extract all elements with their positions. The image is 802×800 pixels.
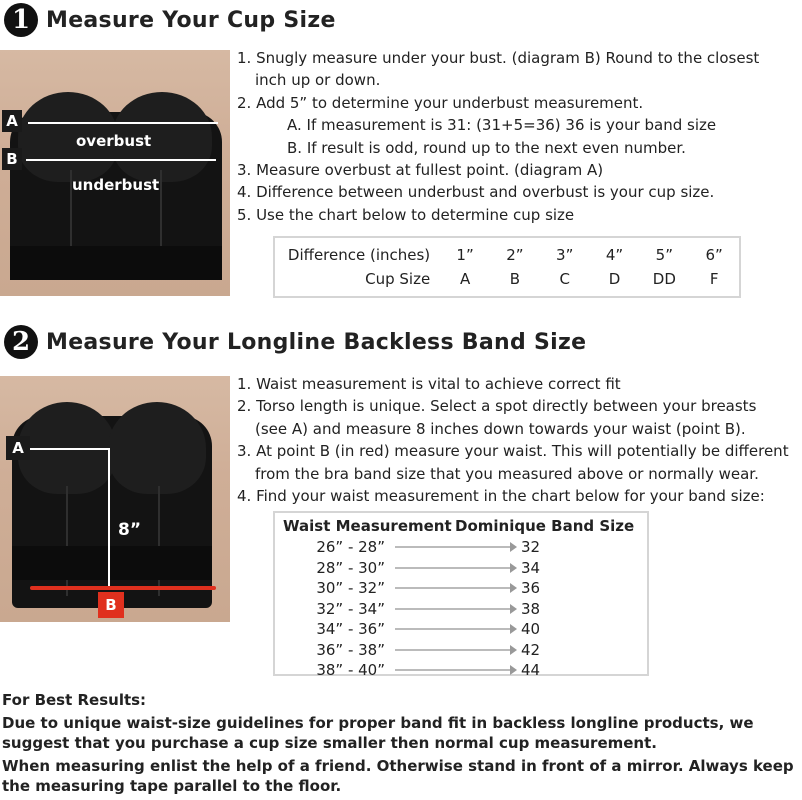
instruction-sub-line: A. If measurement is 31: (31+5=36) 36 is your band size [287, 116, 717, 135]
section2-instructions [237, 373, 789, 507]
difference-cell: 6” [705, 246, 723, 264]
waist-range: 26” - 28” [316, 538, 385, 556]
waist-chart-rows [275, 537, 647, 681]
cup-size-chart [273, 236, 741, 298]
arrow-right-icon [395, 567, 515, 569]
instruction-line: 3. Measure overbust at fullest point. (diagram A) [237, 161, 604, 180]
instruction-line: 4. Difference between underbust and overbust is your cup size. [237, 183, 715, 202]
underbust-label: underbust [72, 176, 160, 194]
marker-b-icon: B [2, 148, 22, 170]
arrow-right-icon [395, 669, 515, 671]
waist-band-chart [273, 511, 649, 679]
best-results-text: suggest that you purchase a cup size smaller then normal cup measurement. [2, 734, 657, 752]
cup-size-cell: C [559, 270, 570, 288]
cup-size-cell: A [459, 270, 471, 288]
arrow-right-icon [395, 587, 515, 589]
waist-column-header: Waist Measurement [283, 517, 452, 535]
best-results-text: Due to unique waist-size guidelines for proper band fit in backless longline products, we [2, 713, 754, 732]
section1-header [4, 3, 336, 37]
difference-cell: 4” [605, 246, 624, 264]
waist-chart-row [275, 619, 647, 640]
cup-size-cell: D [608, 270, 621, 288]
band-size: 36 [521, 579, 541, 597]
difference-cell: 1” [456, 246, 474, 264]
waist-range: 32” - 34” [316, 599, 385, 618]
best-results-heading: For Best Results: [2, 691, 147, 709]
waist-range: 38” - 40” [316, 661, 385, 679]
waist-range: 28” - 30” [316, 558, 385, 577]
marker-a-icon: A [6, 436, 30, 460]
waist-range: 30” - 32” [316, 579, 385, 597]
band-size-diagram-photo [0, 376, 230, 622]
band-size: 38 [521, 599, 541, 618]
difference-cell: 3” [556, 246, 574, 264]
difference-cell: 5” [655, 246, 673, 264]
cup-size-diagram-photo [0, 50, 230, 296]
band-size: 32 [521, 538, 541, 556]
instruction-line: 1. Waist measurement is vital to achieve correct fit [237, 375, 621, 393]
difference-cell: 2” [506, 246, 524, 264]
difference-label: Difference (inches) [287, 246, 431, 264]
waist-chart-row [275, 660, 647, 681]
band-size: 44 [521, 661, 541, 679]
band-column-header: Dominique Band Size [455, 517, 635, 535]
band-size: 34 [521, 558, 541, 577]
cup-size-label: Cup Size [365, 270, 431, 288]
best-results-text: When measuring enlist the help of a friend. Otherwise stand in front of a mirror. Always keep [2, 756, 794, 775]
instruction-line: 2. Torso length is unique. Select a spot directly between your breasts [237, 397, 757, 416]
instruction-line: 5. Use the chart below to determine cup size [237, 205, 575, 224]
arrow-right-icon [395, 608, 515, 610]
section2-title: Measure Your Longline Backless Band Size [46, 329, 587, 355]
difference-row [275, 243, 739, 267]
waist-chart-header [283, 517, 647, 535]
marker-a-icon: A [2, 110, 22, 132]
waist-range: 34” - 36” [316, 620, 385, 638]
waist-chart-row [275, 537, 647, 558]
instruction-line: 1. Snugly measure under your bust. (diagram B) Round to the closest [237, 49, 760, 67]
instruction-line: inch up or down. [255, 71, 381, 90]
instruction-line: 3. At point B (in red) measure your waist. This will potentially be different [237, 442, 789, 461]
cup-size-cell: F [709, 270, 719, 288]
arrow-right-icon [395, 628, 515, 630]
length-label: 8” [118, 520, 142, 540]
section2-header [4, 325, 586, 359]
section1-title: Measure Your Cup Size [46, 7, 336, 33]
instruction-line: from the bra band size that you measured above or normally wear. [255, 464, 759, 483]
instruction-line: 2. Add 5” to determine your underbust measurement. [237, 93, 644, 112]
instruction-sub-line: B. If result is odd, round up to the next even number. [287, 138, 686, 157]
step-number-badge: 1 [4, 3, 38, 37]
step-number-badge: 2 [4, 325, 38, 359]
waist-chart-row [275, 558, 647, 579]
waist-chart-row [275, 578, 647, 599]
cup-size-cell: B [509, 270, 521, 288]
band-size: 40 [521, 620, 541, 638]
best-results-text: the measuring tape parallel to the floor. [2, 777, 342, 795]
instruction-line: 4. Find your waist measurement in the chart below for your band size: [237, 487, 765, 506]
waist-range: 36” - 38” [316, 640, 385, 659]
waist-chart-row [275, 640, 647, 661]
arrow-right-icon [395, 649, 515, 651]
waist-chart-row [275, 599, 647, 620]
cup-size-row [275, 267, 739, 291]
instruction-line: (see A) and measure 8 inches down towards your waist (point B). [255, 419, 746, 438]
band-size: 42 [521, 640, 541, 659]
marker-b-red-icon: B [98, 592, 124, 618]
arrow-right-icon [395, 546, 515, 548]
section1-instructions [237, 47, 759, 226]
best-results-section [2, 690, 800, 797]
overbust-label: overbust [76, 132, 152, 150]
cup-size-cell: DD [652, 270, 676, 288]
